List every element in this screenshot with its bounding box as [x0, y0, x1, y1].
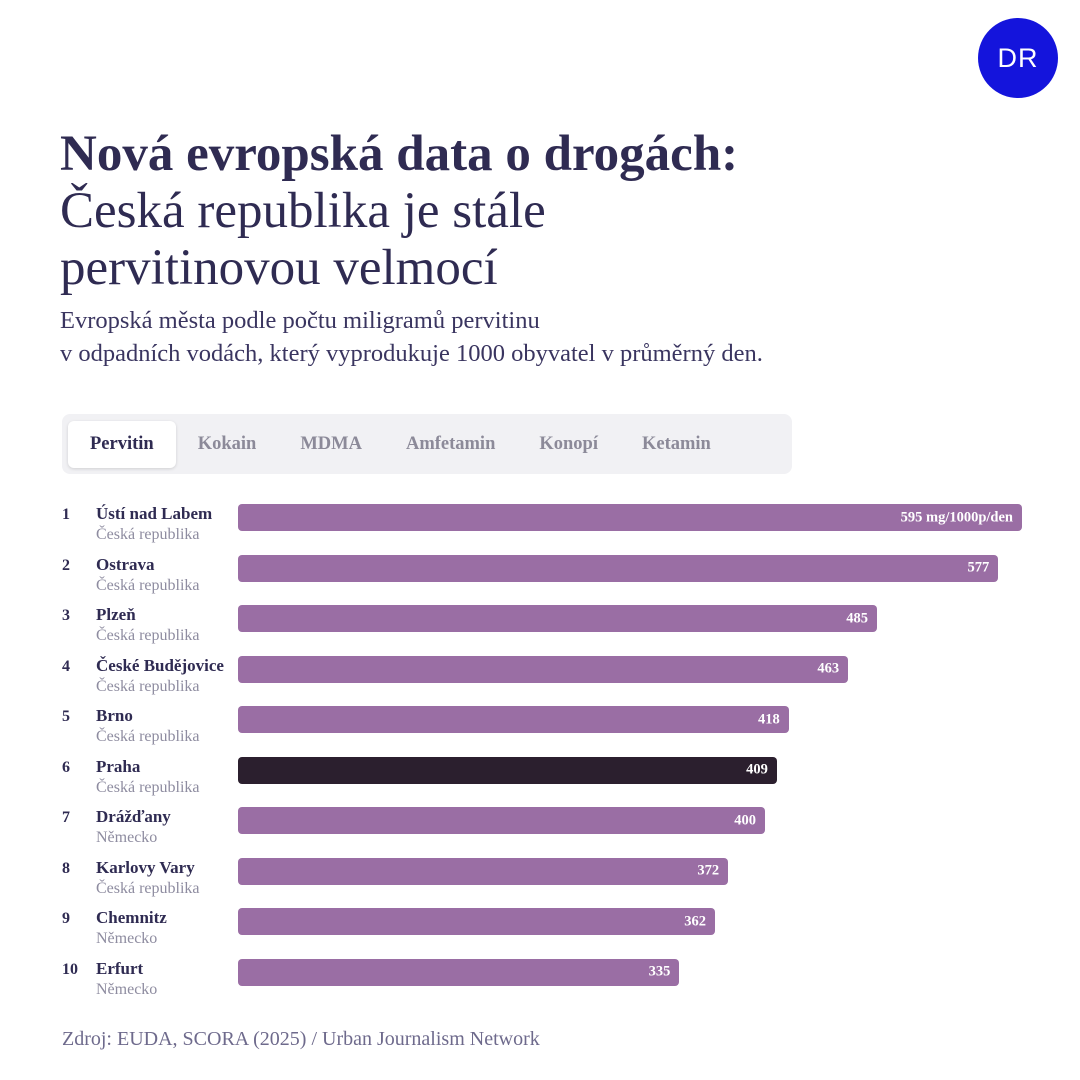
row-city-label: Plzeň — [96, 605, 136, 624]
row-city-label: Drážďany — [96, 807, 171, 826]
row-rank: 1 — [62, 506, 70, 523]
subtitle-line-1: Evropská města podle počtu miligramů pervitinu — [60, 307, 540, 334]
headline-line-2: Česká republika je stále — [60, 183, 546, 240]
drug-tab-bar — [62, 414, 792, 474]
headline-line-3: pervitinovou velmocí — [60, 240, 498, 297]
row-bar — [238, 858, 728, 885]
tab-konopí[interactable]: Konopí — [539, 433, 598, 454]
row-rank: 2 — [62, 556, 70, 574]
row-rank: 4 — [62, 657, 70, 675]
table-row — [62, 904, 1022, 955]
row-bar — [238, 605, 877, 632]
row-bar-track — [238, 605, 1022, 632]
row-value-label: 463 — [817, 660, 840, 677]
row-bar — [238, 908, 715, 935]
tab-mdma[interactable]: MDMA — [300, 433, 362, 454]
row-city-label: České Budějovice — [96, 655, 224, 675]
table-row — [62, 955, 1022, 1006]
row-bar-track — [238, 757, 1022, 784]
row-rank: 3 — [62, 607, 70, 624]
row-city-label: Ostrava — [96, 554, 155, 574]
row-bar — [238, 959, 679, 986]
row-bar — [238, 504, 1022, 531]
row-country-label: Německo — [96, 930, 158, 947]
table-row — [62, 551, 1022, 602]
logo-badge — [978, 18, 1058, 98]
subtitle-line-2: v odpadních vodách, který vyprodukuje 1000 obyvatel v průměrný den. — [60, 339, 763, 367]
row-country-label: Česká republika — [96, 627, 200, 644]
row-city-label: Praha — [96, 756, 141, 776]
row-bar-track — [238, 504, 1022, 531]
row-country-label: Česká republika — [96, 576, 200, 594]
row-bar-track — [238, 706, 1022, 733]
row-city-label: Brno — [96, 706, 133, 725]
row-country-label: Česká republika — [96, 879, 200, 897]
row-bar-track — [238, 959, 1022, 986]
logo-text: DR — [997, 42, 1039, 73]
row-country-label: Česká republika — [96, 728, 200, 745]
row-bar — [238, 656, 848, 683]
table-row — [62, 753, 1022, 804]
row-bar-track — [238, 807, 1022, 834]
row-country-label: Německo — [96, 980, 158, 998]
ranking-bar-chart — [62, 500, 1022, 1005]
row-country-label: Česká republika — [96, 778, 200, 796]
table-row — [62, 702, 1022, 753]
row-country-label: Německo — [96, 829, 158, 846]
table-row — [62, 500, 1022, 551]
row-value-label: 372 — [697, 862, 720, 879]
row-bar-track — [238, 555, 1022, 582]
row-rank: 6 — [62, 758, 70, 776]
row-bar — [238, 706, 789, 733]
row-bar-track — [238, 656, 1022, 683]
row-value-label: 595 mg/1000p/den — [900, 509, 1013, 525]
row-city-label: Karlovy Vary — [96, 857, 195, 877]
tab-pervitin[interactable]: Pervitin — [68, 421, 176, 468]
row-city-label: Ústí nad Labem — [96, 504, 213, 523]
row-country-label: Česká republika — [96, 677, 200, 695]
row-value-label: 485 — [846, 610, 869, 626]
table-row — [62, 652, 1022, 703]
row-value-label: 362 — [684, 913, 706, 929]
row-country-label: Česká republika — [96, 526, 200, 543]
row-value-label: 418 — [758, 711, 780, 727]
tab-kokain[interactable]: Kokain — [197, 433, 257, 454]
row-city-label: Chemnitz — [96, 908, 167, 927]
row-bar — [238, 807, 765, 834]
row-rank: 10 — [62, 960, 78, 978]
table-row — [62, 601, 1022, 652]
row-bar — [238, 757, 777, 784]
row-rank: 8 — [62, 859, 70, 877]
tab-ketamin[interactable]: Ketamin — [641, 433, 711, 454]
row-city-label: Erfurt — [96, 958, 144, 978]
source-note: Zdroj: EUDA, SCORA (2025) / Urban Journalism Network — [62, 1028, 540, 1050]
row-value-label: 409 — [746, 761, 768, 778]
row-value-label: 577 — [967, 559, 990, 576]
row-bar — [238, 555, 998, 582]
row-value-label: 335 — [648, 963, 671, 980]
tab-amfetamin[interactable]: Amfetamin — [405, 433, 496, 454]
row-value-label: 400 — [734, 812, 757, 828]
table-row — [62, 803, 1022, 854]
headline-line-1: Nová evropská data o drogách: — [60, 126, 739, 183]
row-rank: 9 — [62, 910, 70, 927]
table-row — [62, 854, 1022, 905]
page-title — [60, 126, 960, 297]
row-rank: 5 — [62, 708, 70, 725]
row-bar-track — [238, 908, 1022, 935]
row-bar-track — [238, 858, 1022, 885]
subtitle — [60, 305, 1020, 371]
row-rank: 7 — [62, 809, 70, 826]
